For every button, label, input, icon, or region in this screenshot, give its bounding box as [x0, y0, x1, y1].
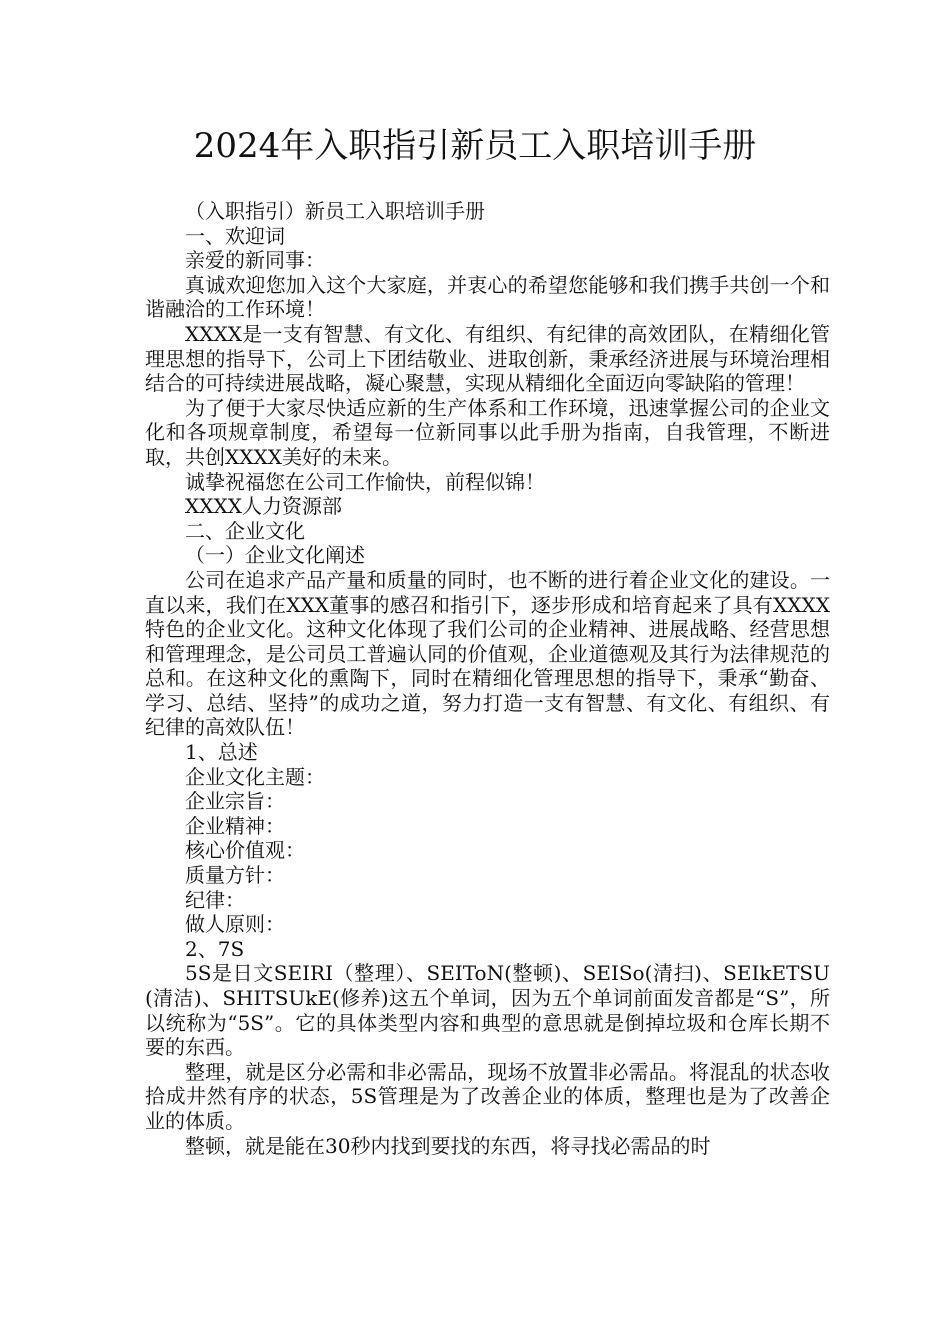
paragraph-culture: 公司在追求产品产量和质量的同时，也不断的进行着企业文化的建设。一直以来，我们在XXX董事的感召和指引下，逐步形成和培育起来了具有XXXX特色的企业文化。这种文化体现了我们公司的企业精神、进展战略、经营思想和管理理念，是公司员工普遍认同的价值观，企业道德观及其行为法律规范的总和。在这种文化的熏陶下，同时在精细化管理思想的指导下，秉承“勤奋、学习、总结、坚持”的成功之道，努力打造一支有智慧、有文化、有组织、有纪律的高效队伍！	[145, 567, 830, 740]
paragraph-welcome-2: XXXX是一支有智慧、有文化、有组织、有纪律的高效团队，在精细化管理思想的指导下，公司上下团结敬业、进取创新，秉承经济进展与环境治理相结合的可持续进展战略，凝心聚慧，实现从精细化全面迈向零缺陷的管理！	[145, 321, 830, 396]
paragraph-subtitle: （入职指引）新员工入职培训手册	[185, 199, 485, 223]
list-item: 核心价值观：	[185, 838, 305, 863]
document-title: 2024年入职指引新员工入职培训手册	[193, 126, 757, 166]
paragraph-seiton: 整顿，就是能在30秒内找到要找的东西，将寻找必需品的时	[185, 1133, 711, 1158]
paragraph-signature: XXXX人力资源部	[185, 494, 342, 519]
list-item: 企业文化主题：	[185, 764, 325, 789]
list-item: 质量方针：	[185, 863, 285, 888]
heading-welcome: 一、欢迎词	[185, 223, 285, 248]
list-item: 企业精神：	[185, 813, 285, 838]
paragraph-welcome-3: 为了便于大家尽快适应新的生产体系和工作环境，迅速掌握公司的企业文化和各项规章制度，希望每一位新同事以此手册为指南，自我管理，不断进取，共创XXXX美好的未来。	[145, 395, 830, 469]
paragraph-welcome-1: 真诚欢迎您加入这个大家庭，并衷心的希望您能够和我们携手共创一个和谐融洽的工作环境！	[145, 272, 830, 322]
heading-7s: 2、7S	[185, 936, 245, 961]
paragraph-salutation: 亲爱的新同事：	[185, 248, 325, 273]
paragraph-seiri: 整理，就是区分必需和非必需品，现场不放置非必需品。将混乱的状态收拾成井然有序的状态，5S管理是为了改善企业的体质，整理也是为了改善企业的体质。	[145, 1059, 830, 1133]
heading-culture-overview: （一）企业文化阐述	[185, 543, 365, 568]
document-body	[145, 199, 830, 1158]
list-item: 纪律：	[185, 887, 245, 912]
paragraph-wishes: 诚挚祝福您在公司工作愉快，前程似锦！	[185, 469, 545, 494]
paragraph-5s-definition: 5S是日文SEIRI（整理）、SEIToN(整顿)、SEISo(清扫)、SEIkETSU(清洁)、SHITSUkE(修养)这五个单词，因为五个单词前面发音都是“S”，所以统称为“5S”。它的具体类型内容和典型的意思就是倒掉垃圾和仓库长期不要的东西。	[145, 961, 830, 1060]
list-item: 企业宗旨：	[185, 789, 285, 814]
heading-summary: 1、总述	[185, 740, 258, 765]
list-item: 做人原则：	[185, 912, 285, 937]
heading-culture: 二、企业文化	[185, 518, 305, 543]
